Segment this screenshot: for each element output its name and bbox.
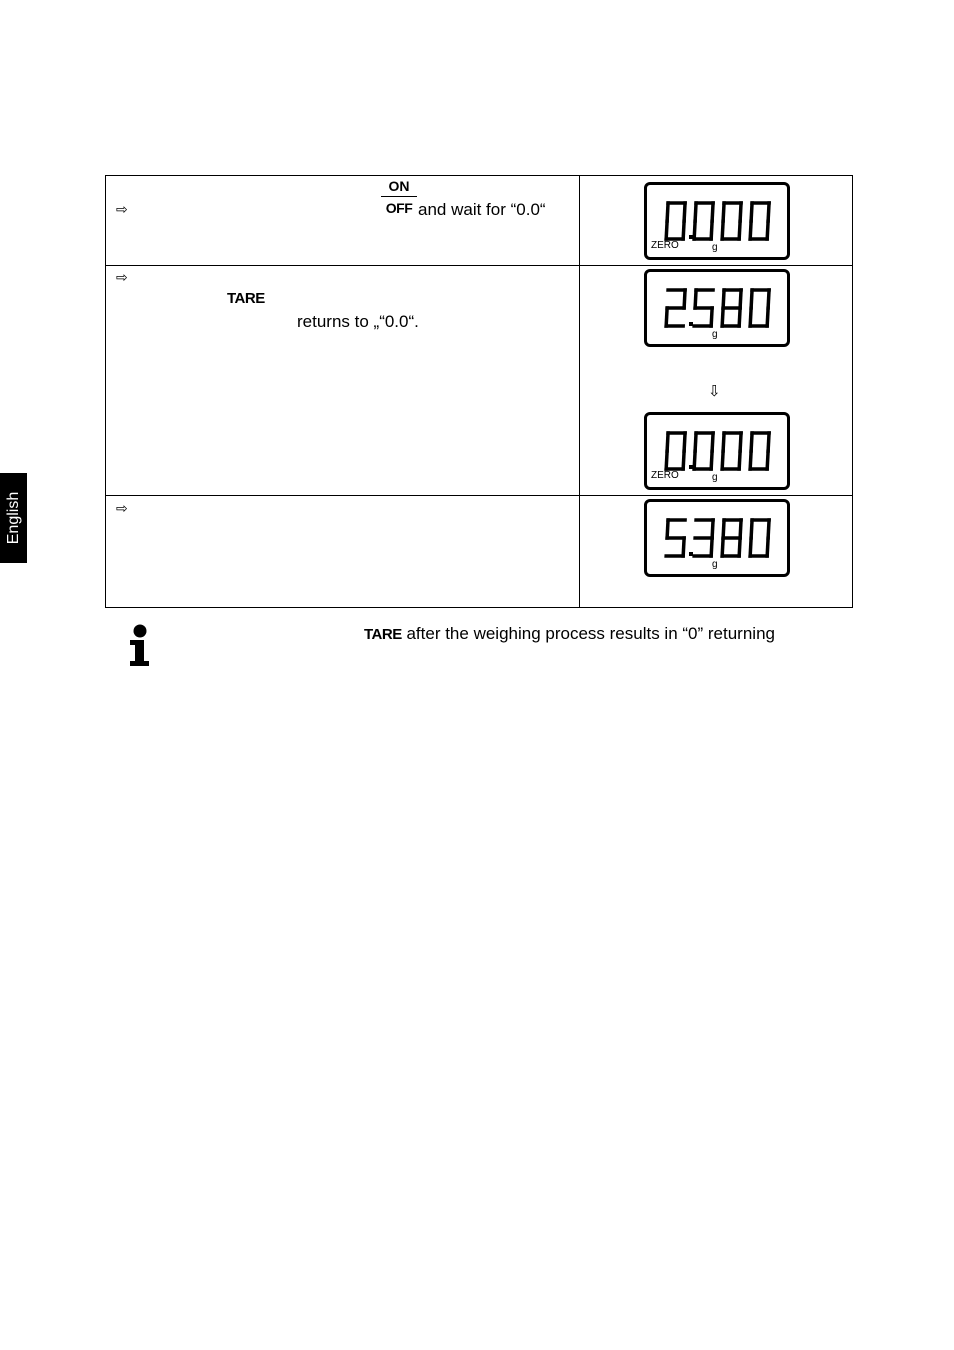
lcd-segment [711, 538, 712, 556]
lcd-digit [666, 290, 685, 326]
lcd-segment [711, 451, 712, 469]
decimal-point [689, 465, 693, 469]
lcd-segment [666, 308, 667, 326]
info-icon [126, 623, 154, 672]
lcd-segment [740, 203, 741, 221]
lcd-segment [740, 520, 741, 538]
lcd-segment [667, 203, 668, 221]
lcd-segment [768, 203, 769, 221]
on-off-key [381, 178, 417, 216]
note-body: after the weighing process results in “0” returning [406, 624, 775, 643]
lcd-segment [723, 203, 724, 221]
lcd-segment [751, 203, 752, 221]
lcd-segment [767, 221, 768, 239]
decimal-point [689, 322, 693, 326]
step-arrow-icon: ⇨ [116, 269, 128, 285]
lcd-display [644, 412, 790, 490]
lcd-digit [750, 433, 769, 469]
lcd-segment [723, 290, 724, 308]
lcd-segment [768, 520, 769, 538]
unit-indicator: g [712, 559, 718, 570]
lcd-segment [711, 221, 712, 239]
step-2-text: returns to „“0.0“. [297, 312, 419, 331]
lcd-segment [683, 538, 684, 556]
lcd-segment [684, 203, 685, 221]
lcd-segment [695, 203, 696, 221]
lcd-segment [739, 308, 740, 326]
lcd-digit [722, 520, 741, 556]
unit-indicator: g [712, 472, 718, 483]
lcd-segment [750, 451, 751, 469]
lcd-segment [723, 520, 724, 538]
lcd-segment [666, 451, 667, 469]
language-tab-label: English [4, 491, 22, 545]
step-row-1 [106, 176, 852, 266]
lcd-segment [768, 433, 769, 451]
lcd-segment [711, 308, 712, 326]
lcd-segment [694, 221, 695, 239]
lcd-segment [768, 290, 769, 308]
off-key-label: OFF [385, 200, 413, 216]
lcd-segment [712, 203, 713, 221]
lcd-segment [767, 538, 768, 556]
lcd-digit [722, 203, 741, 239]
steps-table [105, 175, 853, 608]
lcd-segment [739, 538, 740, 556]
lcd-segment [695, 433, 696, 451]
lcd-segment [683, 451, 684, 469]
lcd-display [644, 269, 790, 347]
lcd-segment [739, 221, 740, 239]
decimal-point [689, 235, 693, 239]
lcd-segment [750, 308, 751, 326]
down-arrow-icon: ⇩ [708, 383, 721, 400]
zero-indicator: ZERO [651, 240, 679, 251]
step-row-2 [106, 265, 852, 496]
lcd-segment [712, 433, 713, 451]
tare-key-label: TARE [227, 290, 265, 307]
lcd-segment [767, 308, 768, 326]
lcd-digit [694, 520, 713, 556]
lcd-segment [750, 221, 751, 239]
lcd-segment [712, 520, 713, 538]
decimal-point [689, 552, 693, 556]
lcd-digit [722, 290, 741, 326]
lcd-segment [667, 433, 668, 451]
lcd-segment [684, 290, 685, 308]
lcd-digit [694, 433, 713, 469]
lcd-digit [750, 290, 769, 326]
lcd-segment [739, 451, 740, 469]
step-arrow-icon: ⇨ [116, 500, 128, 516]
lcd-segment [722, 308, 723, 326]
lcd-segment [767, 451, 768, 469]
lcd-digit [666, 520, 685, 556]
lcd-segment [694, 451, 695, 469]
lcd-digit [750, 520, 769, 556]
lcd-segment [722, 221, 723, 239]
lcd-digit [694, 290, 713, 326]
lcd-segment [740, 433, 741, 451]
lcd-segment [723, 433, 724, 451]
language-tab [0, 473, 27, 563]
lcd-digit [722, 433, 741, 469]
lcd-segment [667, 520, 668, 538]
key-divider [381, 196, 417, 197]
lcd-segment [750, 538, 751, 556]
lcd-segment [722, 451, 723, 469]
lcd-segment [740, 290, 741, 308]
lcd-segment [683, 221, 684, 239]
lcd-digit [694, 203, 713, 239]
lcd-segment [684, 433, 685, 451]
lcd-display [644, 182, 790, 260]
on-key-label: ON [388, 178, 410, 194]
unit-indicator: g [712, 329, 718, 340]
note-text [364, 624, 775, 644]
lcd-segment [751, 433, 752, 451]
zero-indicator: ZERO [651, 470, 679, 481]
lcd-digit [666, 433, 685, 469]
step-1-text: and wait for “0.0“ [418, 200, 546, 219]
lcd-digit [666, 203, 685, 239]
tare-key-label: TARE [364, 626, 402, 643]
lcd-display [644, 499, 790, 577]
lcd-segment [666, 221, 667, 239]
lcd-segment [695, 290, 696, 308]
lcd-segment [751, 520, 752, 538]
lcd-digit [750, 203, 769, 239]
step-arrow-icon: ⇨ [116, 201, 128, 217]
unit-indicator: g [712, 242, 718, 253]
lcd-segment [722, 538, 723, 556]
lcd-segment [751, 290, 752, 308]
step-row-3 [106, 495, 852, 607]
